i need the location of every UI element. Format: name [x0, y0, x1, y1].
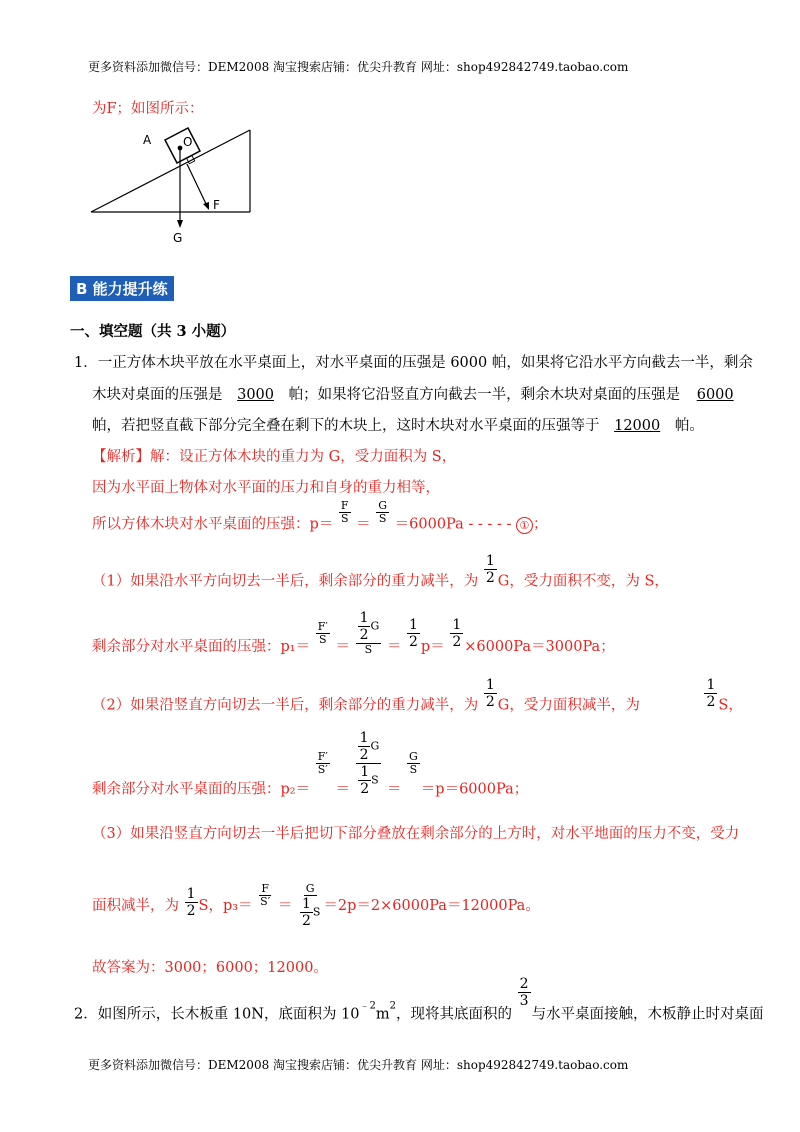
case1-line1: （1）如果沿水平方向切去一半后，剩余部分的重力减半，为 $\frac{1}{2}$ G，受力面积不变，为 S，: [92, 553, 669, 590]
case3-line1: （3）如果沿竖直方向切去一半后把切下部分叠放在剩余部分的上方时，对水平地面的压力不变，受力: [92, 826, 740, 842]
incline-figure: [85, 120, 265, 250]
intro-text: 为F；如图所示：: [92, 101, 204, 117]
q1-line3: 帕，若把竖直截下部分完全叠在剩下的木块上，这时木块对水平桌面的压强等于 12000 帕。: [92, 418, 704, 434]
section-banner: B 能力提升练: [70, 276, 174, 301]
label-g: G: [173, 231, 183, 245]
force-arrow: [187, 164, 207, 206]
label-o: O: [183, 135, 193, 149]
page-header: 更多资料添加微信号：DEM2008 淘宝搜索店铺：优尖升教育 网址：shop492842749.taobao.com: [88, 60, 629, 74]
case3-line2: 面积减半，为 $\frac{1}{2}$ S，p₃＝ $\frac{F}{S'}$ ＝ G $\frac{1}{2}$ S ＝2p＝2×6000Pa＝12000Pa。: [92, 882, 540, 929]
case1-line2: 剩余部分对水平桌面的压强：p₁＝ $\frac{F'}{S}$ ＝ $\frac{1}{2}$ G S ＝ $\frac{1}{2}$ p＝ $\frac{1}{2}$ ×6000Pa＝3000Pa；: [92, 610, 615, 656]
solution-line1: 【解析】解：设正方体木块的重力为 G，受力面积为 S，: [92, 449, 457, 465]
solution-line3: 所以方体木块对水平桌面的压强：p＝ $\frac{F}{S}$ ＝ $\frac{G}{S}$ ＝6000Pa - - - - - ① ；: [92, 499, 548, 533]
q1-blank-1: 3000: [237, 387, 275, 403]
solution-tag: 【解析】: [92, 449, 150, 465]
label-a: A: [143, 133, 152, 147]
answer-line: 故答案为：3000；6000；12000。: [92, 960, 328, 976]
case2-line2: 剩余部分对水平桌面的压强：p₂＝ $\frac{F'}{S'}$ ＝ $\frac{1}{2}$ G $\frac{1}{2}$ S ＝ $\frac{G}{S}$ ＝p＝6000Pa；: [92, 730, 529, 798]
q1-blank-2: 6000: [696, 387, 734, 403]
q1-line2: 木块对桌面的压强是 3000 帕；如果将它沿竖直方向截去一半，剩余木块对桌面的压强是 6000: [92, 383, 738, 404]
q1-blank-3: 12000: [614, 418, 661, 434]
q1-line1: 1．一正方体木块平放在水平桌面上，对水平桌面的压强是 6000 帕，如果将它沿水平方向截去一半，剩余: [74, 355, 753, 371]
solution-line2: 因为水平面上物体对水平面的压力和自身的重力相等，: [92, 480, 440, 496]
page-footer: 更多资料添加微信号：DEM2008 淘宝搜索店铺：优尖升教育 网址：shop492842749.taobao.com: [88, 1058, 629, 1072]
label-f: F: [213, 198, 220, 212]
case2-line1: （2）如果沿竖直方向切去一半后，剩余部分的重力减半，为 $\frac{1}{2}$ G，受力面积减半，为 $\frac{1}{2}$ S，: [92, 677, 743, 714]
section-heading: 一、填空题（共 3 小题）: [70, 323, 236, 340]
q2-line: 2．如图所示，长木板重 10N，底面积为 $10^{﹣2}m^2$，现将其底面积的 $\frac{2}{3}$ 与水平桌面接触，木板静止时对桌面: [74, 976, 764, 1023]
